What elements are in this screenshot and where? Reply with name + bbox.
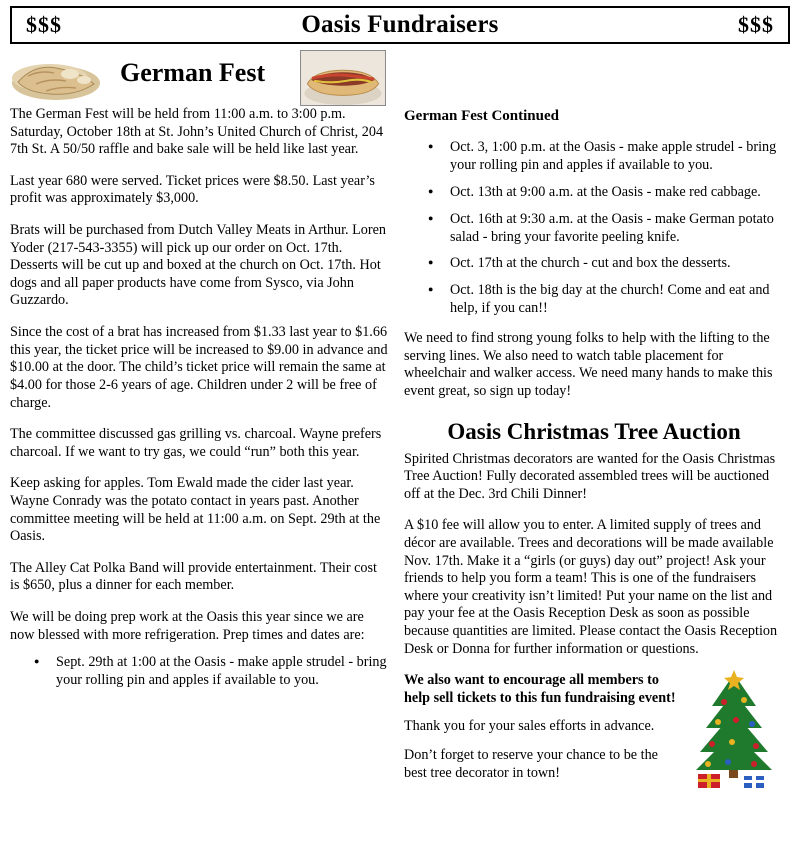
masthead-money-left: $$$ [26, 12, 62, 37]
right-closing-paragraph: We need to find strong young folks to help with the lifting to the serving lines. We also need to watch table placement for wheelchair and walker access. We need many hands to make this event great, so sign up today! [404, 330, 773, 399]
list-item: ● Oct. 17th at the church - cut and box the desserts. [434, 255, 784, 273]
auction-paragraph-1: Spirited Christmas decorators are wanted for the Oasis Christmas Tree Auction! Fully decorated assembled trees will be auctioned off at the Dec. 3rd Chili Dinner! [404, 450, 776, 502]
right-column [404, 50, 784, 796]
page-title: Oasis Fundraisers [301, 11, 499, 38]
list-item: ● Oct. 18th is the big day at the church! Come and eat and help, if you can!! [434, 282, 784, 318]
apple-strudel-image [10, 52, 102, 104]
german-fest-heading: German Fest [120, 58, 266, 87]
masthead-money-right: $$$ [738, 12, 774, 37]
german-fest-header-row [10, 50, 388, 106]
left-paragraph-5: The committee discussed gas grilling vs. charcoal. Wayne prefers charcoal. If we want to try gas, we could “run” both this year. [10, 426, 382, 460]
masthead-banner [10, 6, 790, 44]
left-paragraph-6: Keep asking for apples. Tom Ewald made the cider last year. Wayne Conrady was the potato contact in years past. Another committee meeting will be held at 11:00 a.m. on Sept. 29th at the Oasis. [10, 475, 381, 545]
final-paragraph-1: Thank you for your sales efforts in advance. [404, 718, 655, 735]
christmas-tree-image [688, 670, 780, 790]
left-paragraph-1: The German Fest will be held from 11:00 a.m. to 3:00 p.m. Saturday, October 18th at St. John’s United Church of Christ, 204 7th St. A 50/50 raffle and bake sale will be held like last year. [10, 106, 384, 158]
left-paragraph-8: We will be doing prep work at the Oasis this year since we are now blessed with more refrigeration. Prep times and dates are: [10, 609, 365, 643]
christmas-tree-auction-heading: Oasis Christmas Tree Auction [447, 418, 741, 444]
right-prep-list [404, 139, 784, 318]
left-paragraph-4: Since the cost of a brat has increased from $1.33 last year to $1.66 this year, the ticket price will be increased to $9.00 in advance and $10.00 at the door. The child’s ticket price will remain the same at $4.00 for those 2-6 years of age. Children under 2 will be free of charge. [10, 324, 388, 411]
left-column [10, 50, 388, 702]
hotdog-image [300, 50, 386, 106]
list-item: ● Oct. 3, 1:00 p.m. at the Oasis - make apple strudel - bring your rolling pin and apples if available to you. [434, 139, 784, 175]
left-paragraph-7: The Alley Cat Polka Band will provide entertainment. Their cost is $650, plus a dinner for each member. [10, 559, 377, 594]
final-appeal-block [404, 672, 784, 796]
auction-paragraph-2: A $10 fee will allow you to enter. A limited supply of trees and décor are available. Trees and decorations will be made available Nov. 17th. Make it a “girls (or guys) day out” project! Ask your friends to help you form a team! This is one of the fundraisers where your creativity isn’t limited! Put your name on the list and pay your fee at the Oasis Reception Desk as soon as possible because quantities are limited. Please contact the Oasis Reception Desk or Donna for further information or questions. [404, 517, 778, 657]
left-paragraph-2: Last year 680 were served. Ticket prices were $8.50. Last year’s profit was approximately $3,000. [10, 172, 375, 207]
list-item: ● Oct. 13th at 9:00 a.m. at the Oasis - make red cabbage. [434, 184, 784, 202]
left-paragraph-3: Brats will be purchased from Dutch Valley Meats in Arthur. Loren Yoder (217-543-3355) will pick up our order on Oct. 17th. Desserts will be cut up and boxed at the church on Oct. 17th. Hot dogs and all paper products have come from Sysco, via John Guzzardo. [10, 222, 387, 309]
final-bold-text: We also want to encourage all members to help sell tickets to this fun fundraising event! [404, 672, 676, 706]
german-fest-continued-heading: German Fest Continued [404, 108, 559, 124]
list-item: ● Sept. 29th at 1:00 at the Oasis - make apple strudel - bring your rolling pin and apples if available to you. [40, 654, 388, 690]
left-prep-list [10, 654, 388, 690]
two-column-body [10, 50, 790, 796]
final-paragraph-2: Don’t forget to reserve your chance to be the best tree decorator in town! [404, 747, 658, 781]
list-item: ● Oct. 16th at 9:30 a.m. at the Oasis - make German potato salad - bring your favorite peeling knife. [434, 211, 784, 247]
